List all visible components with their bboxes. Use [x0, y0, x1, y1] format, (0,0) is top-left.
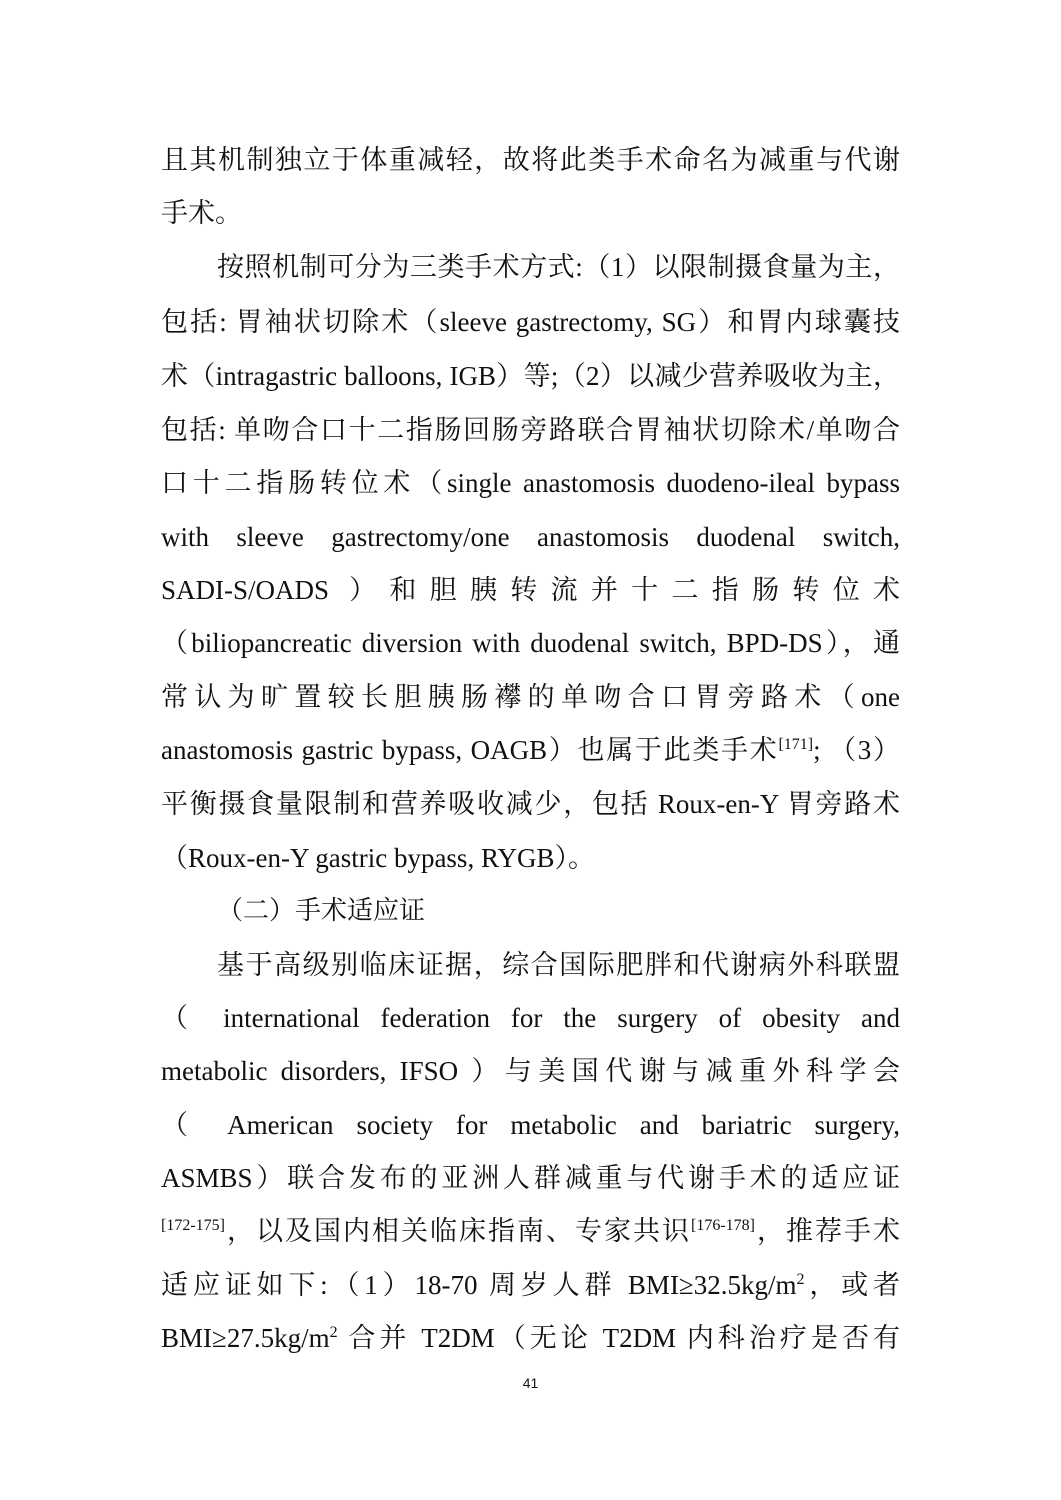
text-line: 包括: 单吻合口十二指肠回肠旁路联合胃袖状切除术/单吻合: [161, 415, 900, 445]
section-heading: （二）手术适应证: [217, 896, 426, 925]
text-line: 平衡摄食量限制和营养吸收减少，包括 Roux-en-Y 胃旁路术: [161, 789, 900, 819]
citation-ref: [172-175]: [161, 1217, 225, 1234]
text-segment: 合并 T2DM（无论 T2DM 内科治疗是否有: [337, 1323, 900, 1353]
text-segment: 适应证如下:（1）18-70 周岁人群 BMI≥32.5kg/m: [161, 1270, 797, 1300]
text-line: 常认为旷置较长胆胰肠襻的单吻合口胃旁路术（one: [161, 682, 900, 712]
text-segment: BMI≥27.5kg/m: [161, 1323, 330, 1353]
superscript: 2: [329, 1324, 338, 1341]
text-segment: anastomosis gastric bypass, OAGB）也属于此类手术: [161, 735, 779, 765]
text-line: SADI-S/OADS ）和胆胰转流并十二指肠转位术: [161, 575, 900, 605]
text-segment: ，推荐手术: [755, 1216, 901, 1246]
superscript: 2: [796, 1271, 805, 1288]
citation-ref: [171]: [778, 736, 814, 753]
paragraph-start-line: 基于高级别临床证据，综合国际肥胖和代谢病外科联盟: [217, 950, 900, 980]
text-line: （ international federation for the surgery of obesity and: [161, 1003, 900, 1033]
citation-ref: [176-178]: [691, 1217, 755, 1234]
text-segment: ，或者: [804, 1270, 901, 1300]
text-line: 术（intragastric balloons, IGB）等;（2）以减少营养吸收为主，: [161, 361, 900, 391]
text-line: （Roux-en-Y gastric bypass, RYGB）。: [161, 843, 595, 873]
text-segment: ; （3）: [813, 735, 900, 765]
text-line: with sleeve gastrectomy/one anastomosis duodenal switch,: [161, 522, 900, 552]
text-line: ASMBS）联合发布的亚洲人群减重与代谢手术的适应证: [161, 1163, 900, 1193]
page-number: 41: [522, 1375, 539, 1391]
text-line: 包括: 胃袖状切除术（sleeve gastrectomy, SG）和胃内球囊技: [161, 307, 900, 337]
text-line: [161, 1265, 900, 1305]
text-line: 口十二指肠转位术（single anastomosis duodeno-ileal bypass: [161, 468, 900, 498]
paragraph-start-line: 按照机制可分为三类手术方式:（1）以限制摄食量为主，: [217, 252, 900, 282]
text-segment: ，以及国内相关临床指南、专家共识: [224, 1216, 692, 1246]
text-line: （ American society for metabolic and bariatric surgery,: [161, 1110, 900, 1140]
text-line: 手术。: [161, 198, 242, 228]
text-line: metabolic disorders, IFSO ）与美国代谢与减重外科学会: [161, 1056, 900, 1086]
text-line: 且其机制独立于体重减轻，故将此类手术命名为减重与代谢: [161, 145, 900, 175]
text-line: （biliopancreatic diversion with duodenal switch, BPD-DS），通: [161, 628, 900, 658]
text-line: [161, 1211, 900, 1251]
text-line: [161, 730, 900, 770]
text-line: [161, 1318, 900, 1358]
